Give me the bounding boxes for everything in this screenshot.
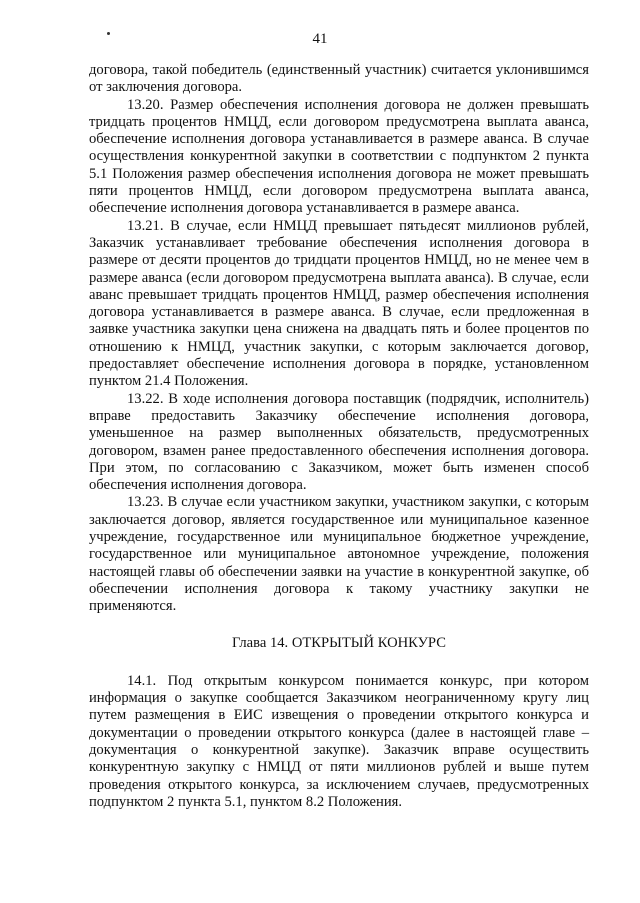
page-number: 41: [312, 31, 328, 47]
document-body: [89, 62, 589, 811]
chapter-heading: Глава 14. ОТКРЫТЫЙ КОНКУРС: [232, 634, 446, 651]
paragraph-14-1: 14.1. Под открытым конкурсом понимается конкурс, при котором информация о закупке сообщается Заказчиком неограниченному кругу лиц путем размещения в ЕИС извещения о проведении открытого конкурса и документации о проведении открытого конкурса (далее в настоящей главе – документация о конкурентной закупке). Заказчик вправе осуществить конкурентную закупку с НМЦД от пяти миллионов рублей и выше путем проведения открытого конкурса, за исключением случаев, предусмотренных подпунктом 2 пункта 5.1, пунктом 8.2 Положения.: [89, 672, 589, 810]
paragraph-13-22: 13.22. В ходе исполнения договора поставщик (подрядчик, исполнитель) вправе предоставить Заказчику обеспечение исполнения договора, уменьшенное на размер выполненных обязательств, предусмотренных договором, взамен ранее предоставленного обеспечения исполнения договора. При этом, по согласованию с Заказчиком, может быть изменен способ обеспечения исполнения договора.: [89, 390, 589, 494]
paragraph-13-21: 13.21. В случае, если НМЦД превышает пятьдесят миллионов рублей, Заказчик устанавливает требование обеспечения исполнения договора в размере от десяти процентов до тридцати процентов НМЦД, но не менее чем в размере аванса (если договором предусмотрена выплата аванса). В случае, если аванс превышает тридцать процентов НМЦД, размер обеспечения исполнения договора устанавливается в размере аванса. В случае, если предложенная в заявке участника закупки цена снижена на двадцать пять и более процентов по отношению к НМЦД, участник закупки, с которым заключается договор, предоставляет обеспечение исполнения договора в порядке, установленном пунктом 21.4 Положения.: [89, 217, 589, 390]
paragraph-continuation: договора, такой победитель (единственный участник) считается уклонившимся от заключения договора.: [89, 62, 589, 96]
paragraph-13-20: 13.20. Размер обеспечения исполнения договора не должен превышать тридцать процентов НМЦД, если договором предусмотрена выплата аванса, обеспечение исполнения договора устанавливается в размере аванса. В случае осуществления конкурентной закупки в соответствии с подпунктом 2 пункта 5.1 Положения размер обеспечения исполнения договора не может превышать пяти процентов НМЦД, если договором предусмотрена выплата аванса, обеспечение исполнения договора устанавливается в размере аванса.: [89, 96, 589, 217]
paragraph-13-23: 13.23. В случае если участником закупки, участником закупки, с которым заключается договор, является государственное или муниципальное казенное учреждение, государственное или муниципальное бюджетное учреждение, государственное или муниципальное автономное учреждение, положения настоящей главы об обеспечении заявки на участие в конкурентной закупке, об обеспечении исполнения договора к такому участнику закупки не применяются.: [89, 494, 589, 615]
